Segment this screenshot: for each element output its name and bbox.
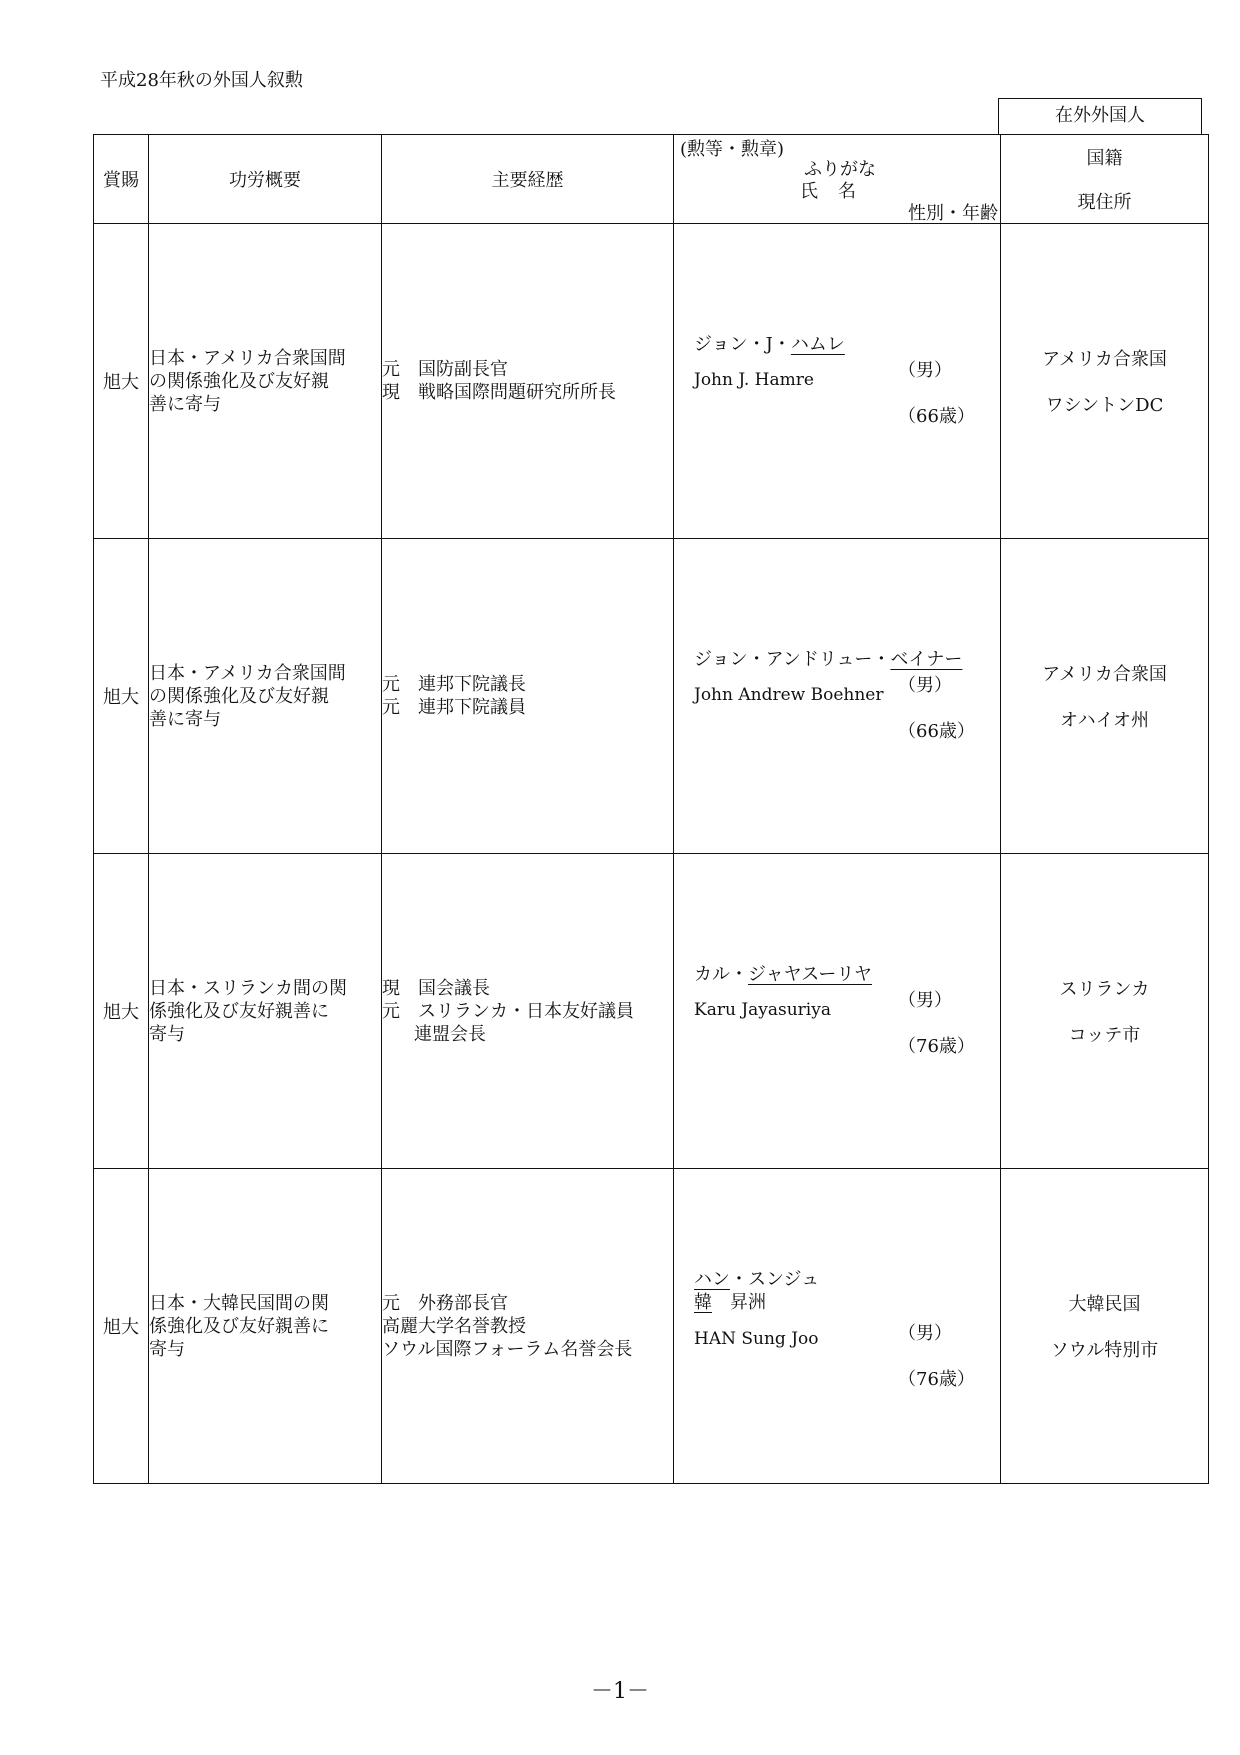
nationality: アメリカ合衆国	[1042, 664, 1167, 685]
furigana-surname: ハン	[694, 1269, 730, 1290]
career-line: 連盟会長	[414, 1023, 486, 1045]
furigana-part: ジョン・アンドリュー・	[694, 649, 891, 670]
kanji-surname: 韓	[694, 1292, 712, 1313]
name-cell	[674, 224, 1001, 539]
header-award: 賞賜	[94, 135, 149, 224]
table-row	[94, 539, 1209, 854]
career-cell	[382, 224, 674, 539]
merit-line: の関係強化及び友好親	[149, 370, 329, 392]
page-number: －1－	[591, 1679, 649, 1704]
merit-line: 日本・大韓民国間の関	[149, 1292, 329, 1314]
residence: ソウル特別市	[1050, 1340, 1159, 1361]
career-cell	[382, 854, 674, 1169]
merit-cell	[149, 854, 382, 1169]
name-cell	[674, 854, 1001, 1169]
header-career: 主要経歴	[382, 135, 674, 224]
romaji-name: John Andrew Boehner	[694, 685, 884, 705]
age: （66歳）	[898, 721, 975, 742]
table-row	[94, 854, 1209, 1169]
sex: （男）	[898, 990, 952, 1011]
career-cell	[382, 1169, 674, 1484]
award-cell: 旭大	[94, 539, 149, 854]
age: （76歳）	[898, 1369, 975, 1390]
category-label: 在外外国人	[998, 98, 1202, 134]
kanji-name	[694, 1291, 894, 1315]
table-row	[94, 224, 1209, 539]
nationality: アメリカ合衆国	[1042, 349, 1167, 370]
career-line: 元 連邦下院議長	[382, 674, 526, 695]
award-cell: 旭大	[94, 1169, 149, 1484]
merit-line: 係強化及び友好親善に	[149, 1000, 329, 1022]
age: （66歳）	[898, 406, 975, 427]
furigana	[694, 649, 963, 671]
merit-line: 日本・アメリカ合衆国間	[149, 347, 346, 369]
award-cell: 旭大	[94, 224, 149, 539]
furigana	[694, 1269, 894, 1291]
header-name	[674, 135, 1001, 224]
merit-line: 日本・スリランカ間の関	[149, 977, 347, 999]
name-cell	[674, 1169, 1001, 1484]
furigana-surname: ハムレ	[790, 334, 845, 355]
sex: （男）	[898, 675, 952, 696]
nationality: 大韓民国	[1068, 1294, 1141, 1315]
nationality: スリランカ	[1059, 979, 1150, 1000]
document-title: 平成28年秋の外国人叙勲	[100, 70, 303, 91]
honors-table	[93, 134, 1209, 1484]
merit-line: 寄与	[149, 1023, 185, 1045]
furigana-part: カル・	[694, 964, 748, 985]
merit-line: 寄与	[149, 1338, 185, 1360]
furigana	[694, 334, 894, 356]
residence: コッテ市	[1068, 1025, 1141, 1046]
header-fullname: 氏名	[800, 181, 876, 202]
residence: ワシントンDC	[1045, 395, 1164, 416]
header-sex-age: 性別・年齢	[908, 203, 998, 224]
merit-line: の関係強化及び友好親	[149, 685, 329, 707]
merit-line: 善に寄与	[149, 393, 221, 415]
career-line: 高麗大学名誉教授	[382, 1315, 526, 1337]
merit-line: 善に寄与	[149, 708, 221, 730]
furigana-part: ・スンジュ	[730, 1269, 820, 1290]
kanji-given-name: 昇洲	[730, 1292, 766, 1313]
age: （76歳）	[898, 1036, 975, 1057]
merit-cell	[149, 1169, 382, 1484]
furigana-surname: ジャヤスーリヤ	[748, 964, 873, 985]
career-line: 現 国会議長	[382, 977, 490, 999]
furigana	[694, 964, 894, 986]
sex: （男）	[898, 1323, 952, 1344]
nationality-cell	[1001, 854, 1209, 1169]
header-merit: 功労概要	[149, 135, 382, 224]
merit-cell	[149, 224, 382, 539]
career-cell	[382, 539, 674, 854]
merit-cell	[149, 539, 382, 854]
nationality-cell	[1001, 1169, 1209, 1484]
romaji-name: John J. Hamre	[694, 370, 814, 390]
romaji-name: HAN Sung Joo	[694, 1329, 819, 1349]
name-cell	[674, 539, 1001, 854]
table-header-row	[94, 135, 1209, 224]
award-cell: 旭大	[94, 854, 149, 1169]
career-line: 元 連邦下院議員	[382, 697, 526, 718]
career-line: 元 国防副長官	[382, 359, 508, 380]
career-line: ソウル国際フォーラム名誉会長	[382, 1338, 633, 1360]
career-line: 元 スリランカ・日本友好議員	[382, 1000, 634, 1022]
furigana-part: ジョン・J・	[694, 334, 791, 355]
sex: （男）	[898, 360, 952, 381]
career-line: 現 戦略国際問題研究所所長	[382, 382, 616, 403]
header-nationality-residence	[1001, 135, 1209, 224]
table-row	[94, 1169, 1209, 1484]
romaji-name: Karu Jayasuriya	[694, 1000, 831, 1020]
career-line: 元 外務部長官	[382, 1292, 508, 1314]
header-nationality: 国籍	[1086, 148, 1123, 169]
residence: オハイオ州	[1059, 710, 1150, 731]
merit-line: 係強化及び友好親善に	[149, 1315, 329, 1337]
merit-line: 日本・アメリカ合衆国間	[149, 662, 346, 684]
header-furigana: ふりがな	[804, 159, 876, 180]
header-rank: (勲等・勲章)	[680, 139, 785, 160]
nationality-cell	[1001, 539, 1209, 854]
header-residence: 現住所	[1077, 192, 1132, 213]
nationality-cell	[1001, 224, 1209, 539]
furigana-surname: ベイナー	[890, 649, 963, 670]
